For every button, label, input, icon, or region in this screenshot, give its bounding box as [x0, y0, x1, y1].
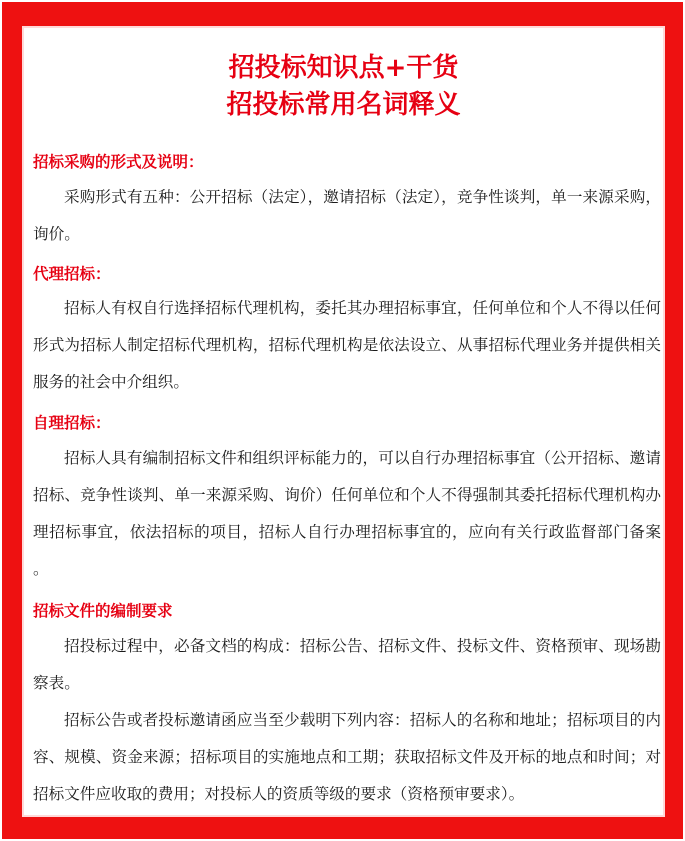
- section-paragraph-agency-bidding: 招标人有权自行选择招标代理机构，委托其办理招标事宜，任何单位和个人不得以任何形式为招标人制定招标代理机构，招标代理机构是依法设立、从事招标代理业务并提供相关服务的社会中介组织。: [33, 299, 661, 391]
- section-heading-self-bidding: 自理招标：: [33, 414, 111, 432]
- page-title-line-1: 招投标知识点+干货: [228, 53, 459, 83]
- section-paragraph-required-documents: 招投标过程中，必备文档的构成：招标公告、招标文件、投标文件、资格预审、现场勘察表。: [33, 637, 661, 692]
- section-heading-document-requirements: 招标文件的编制要求: [33, 602, 173, 620]
- section-heading-agency-bidding: 代理招标：: [33, 265, 111, 283]
- page-title-line-2: 招投标常用名词释义: [226, 90, 461, 120]
- red-border-frame: [2, 2, 683, 839]
- section-paragraph-self-bidding: 招标人具有编制招标文件和组织评标能力的，可以自行办理招标事宜（公开招标、邀请招标、竞争性谈判、单一来源采购、询价）任何单位和个人不得强制其委托招标代理机构办理招标事宜，依法招标的项目，招标人自行办理招标事宜的，应向有关行政监督部门备案 。: [33, 449, 661, 578]
- section-paragraph-announcement-contents: 招标公告或者投标邀请函应当至少载明下列内容：招标人的名称和地址；招标项目的内容、规模、资金来源；招标项目的实施地点和工期；获取招标文件及开标的地点和时间；对招标文件应收取的费用；对投标人的资质等级的要求（资格预审要求）。: [33, 711, 661, 803]
- content-card: [22, 26, 665, 817]
- section-heading-procurement-forms: 招标采购的形式及说明：: [33, 153, 204, 171]
- section-paragraph-procurement-forms: 采购形式有五种：公开招标（法定），邀请招标（法定），竞争性谈判，单一来源采购，询价。: [33, 188, 661, 243]
